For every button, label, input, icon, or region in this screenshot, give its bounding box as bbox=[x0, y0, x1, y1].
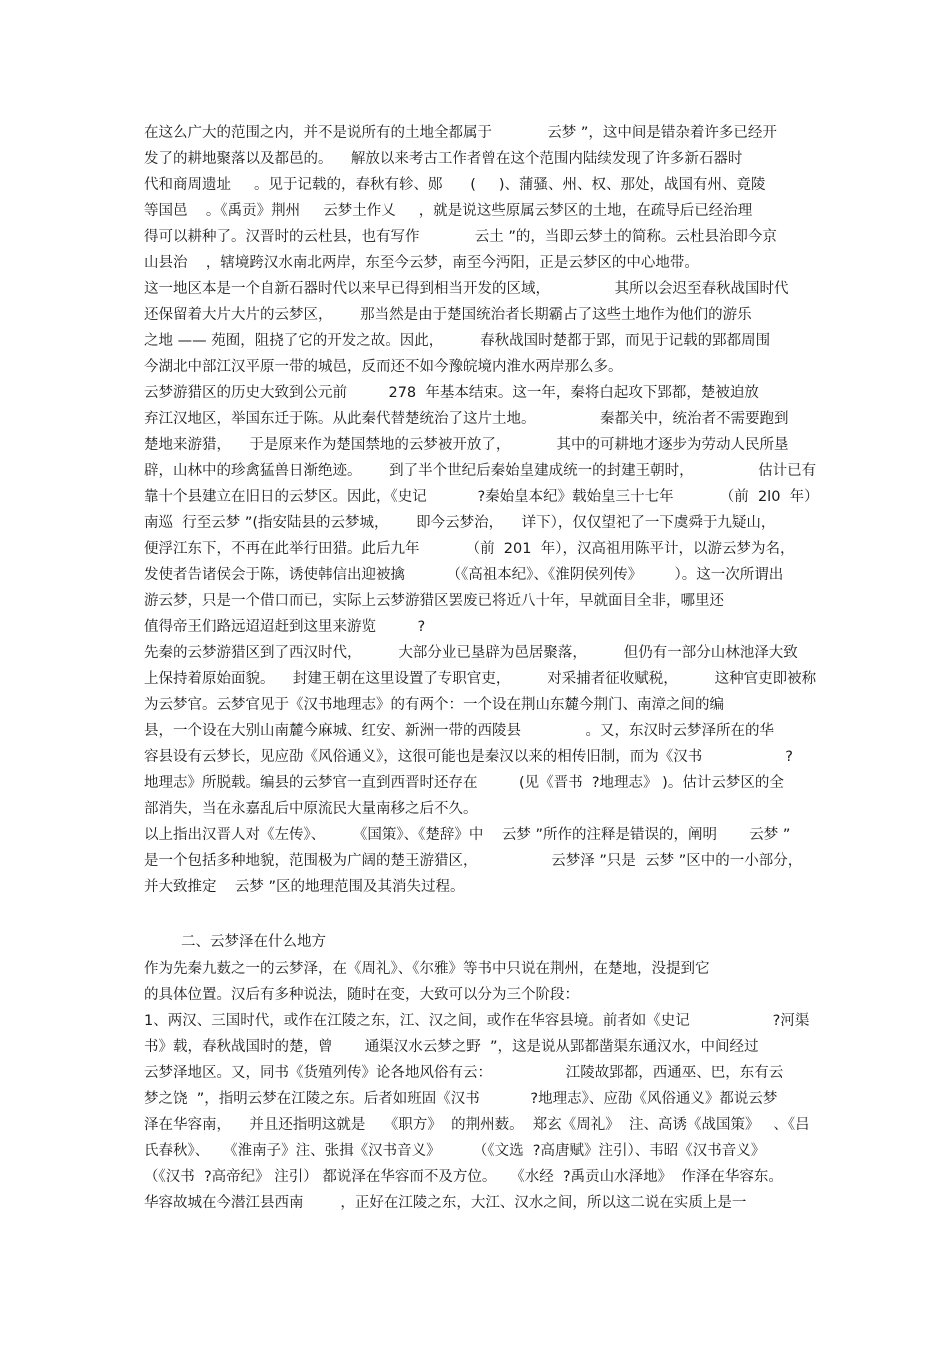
text-line: 之地 —— 苑囿，阻挠了它的开发之故。因此， 春秋战国时楚都于郢，而见于记载的郢都周围 bbox=[144, 333, 771, 349]
text-line: 游云梦，只是一个借口而已，实际上云梦游猎区罢废已将近八十年，早就面目全非，哪里还 bbox=[144, 593, 724, 609]
section-heading: 二、云梦泽在什么地方 bbox=[181, 934, 326, 950]
text-line: 华容故城在今潜江县西南 ，正好在江陵之东，大江、汉水之间，所以这二说在实质上是一 bbox=[144, 1195, 747, 1211]
text-line: 在这么广大的范围之内，并不是说所有的土地全都属于 云梦 ”，这中间是错杂着许多已经开 bbox=[144, 125, 777, 141]
text-line: 楚地来游猎， 于是原来作为楚国禁地的云梦被开放了， 其中的可耕地才逐步为劳动人民所垦 bbox=[144, 437, 789, 453]
text-line: 上保持着原始面貌。 封建王朝在这里设置了专职官吏， 对采捕者征收赋税， 这种官吏即被称 bbox=[144, 671, 817, 687]
text-line: 并大致推定 云梦 ”区的地理范围及其消失过程。 bbox=[144, 879, 465, 895]
text-line: 县，一个设在大别山南麓今麻城、红安、新洲一带的西陵县 。又，东汉时云梦泽所在的华 bbox=[144, 723, 775, 739]
text-line: 代和商周遗址 。见于记载的，春秋有轸、郧 ( )、蒲骚、州、权、那处，战国有州、竟陵 bbox=[144, 177, 766, 193]
text-line: 容县设有云梦长，见应劭《风俗通义》，这很可能也是秦汉以来的相传旧制，而为《汉书 ? bbox=[144, 749, 793, 765]
text-line: 等国邑 。《禹贡》荆州 云梦土作乂 ，就是说这些原属云梦区的土地，在疏导后已经治理 bbox=[144, 203, 753, 219]
section-one-paragraphs bbox=[144, 120, 824, 900]
section-two-paragraphs bbox=[144, 956, 824, 1216]
text-line: （《汉书 ?高帝纪》 注引） 都说泽在华容而不及方位。 《水经 ?禹贡山水泽地》 作泽在华容东。 bbox=[144, 1169, 783, 1185]
text-line: 今湖北中部江汉平原一带的城邑，反而还不如今豫皖境内淮水两岸那么多。 bbox=[144, 359, 623, 375]
text-line: 山县治 ，辖境跨汉水南北两岸，东至今云梦，南至今沔阳，正是云梦区的中心地带。 bbox=[144, 255, 699, 271]
text-line: 氏春秋》、 《淮南子》注、张揖《汉书音义》 （《文选 ?高唐赋》注引）、韦昭《汉书音义》 bbox=[144, 1143, 766, 1159]
text-line: 弃江汉地区，举国东迁于陈。从此秦代替楚统治了这片土地。 秦都关中，统治者不需要跑到 bbox=[144, 411, 789, 427]
text-line: 辟，山林中的珍禽猛兽日渐绝迹。 到了半个世纪后秦始皇建成统一的封建王朝时， 估计已有 bbox=[144, 463, 817, 479]
text-line: 为云梦官。云梦官见于《汉书地理志》的有两个：一个设在荆山东麓今荆门、南漳之间的编 bbox=[144, 697, 724, 713]
text-line: 得可以耕种了。汉晋时的云杜县，也有写作 云土 ”的，当即云梦土的简称。云杜县治即今京 bbox=[144, 229, 777, 245]
text-line: 发了的耕地聚落以及都邑的。 解放以来考古工作者曾在这个范围内陆续发现了许多新石器时 bbox=[144, 151, 743, 167]
text-line: 的具体位置。汉后有多种说法，随时在变，大致可以分为三个阶段： bbox=[144, 987, 579, 1003]
text-line: 1、两汉、三国时代，或作在江陵之东，江、汉之间，或作在华容县境。前者如《史记 ?河渠 bbox=[144, 1013, 810, 1029]
text-line: 值得帝王们路远迢迢赶到这里来游览 ? bbox=[144, 619, 426, 635]
text-line: 便浮江东下，不再在此举行田猎。此后九年 （前 201 年），汉高祖用陈平计，以游云梦为名， bbox=[144, 541, 795, 557]
text-line: 发使者告诸侯会于陈，诱使韩信出迎被擒 （《高祖本纪》、《淮阴侯列传》 ）。这一次所谓出 bbox=[144, 567, 784, 583]
text-line: 是一个包括多种地貌，范围极为广阔的楚王游猎区， 云梦泽 ”只是 云梦 ”区中的一小部分， bbox=[144, 853, 803, 869]
text-line: 云梦泽地区。又，同书《货殖列传》论各地风俗有云： 江陵故郢都，西通巫、巴，东有云 bbox=[144, 1065, 784, 1081]
text-line: 南巡 行至云梦 ”(指安陆县的云梦城， 即今云梦治， 详下），仅仅望祀了一下虞舜于九疑山， bbox=[144, 515, 776, 531]
text-line: 这一地区本是一个自新石器时代以来早已得到相当开发的区域， 其所以会迟至春秋战国时代 bbox=[144, 281, 789, 297]
section-spacer bbox=[144, 900, 824, 928]
text-line: 梦之饶 ”，指明云梦在江陵之东。后者如班固《汉书 ?地理志》、应劭《风俗通义》都说云梦 bbox=[144, 1091, 778, 1107]
text-line: 以上指出汉晋人对《左传》、 《国策》、《楚辞》中 云梦 ”所作的注释是错误的，阐明 云梦 ” bbox=[144, 827, 791, 843]
text-line: 靠十个县建立在旧日的云梦区。因此，《史记 ?秦始皇本纪》载始皇三十七年 （前 2l0 年） bbox=[144, 489, 819, 505]
text-line: 云梦游猎区的历史大致到公元前 278 年基本结束。这一年，秦将白起攻下郢都，楚被迫放 bbox=[144, 385, 759, 401]
text-line: 作为先秦九薮之一的云梦泽，在《周礼》、《尔雅》等书中只说在荆州，在楚地，没提到它 bbox=[144, 961, 710, 977]
text-line: 地理志》所脱载。编县的云梦官一直到西晋时还存在 (见《晋书 ?地理志》 )。估计云梦区的全 bbox=[144, 775, 784, 791]
body-text bbox=[144, 120, 824, 1216]
text-line: 先秦的云梦游猎区到了西汉时代， 大部分业已垦辟为邑居聚落， 但仍有一部分山林池泽大致 bbox=[144, 645, 798, 661]
text-line: 书》载，春秋战国时的楚，曾 通渠汉水云梦之野 ”，这是说从郢都凿渠东通汉水，中间经过 bbox=[144, 1039, 759, 1055]
text-line: 还保留着大片大片的云梦区， 那当然是由于楚国统治者长期霸占了这些土地作为他们的游乐 bbox=[144, 307, 752, 323]
text-line: 部消失，当在永嘉乱后中原流民大量南移之后不久。 bbox=[144, 801, 478, 817]
text-line: 泽在华容南， 并且还指明这就是 《职方》 的荆州薮。 郑玄《周礼》 注、高诱《战国策》 、《吕 bbox=[144, 1117, 810, 1133]
